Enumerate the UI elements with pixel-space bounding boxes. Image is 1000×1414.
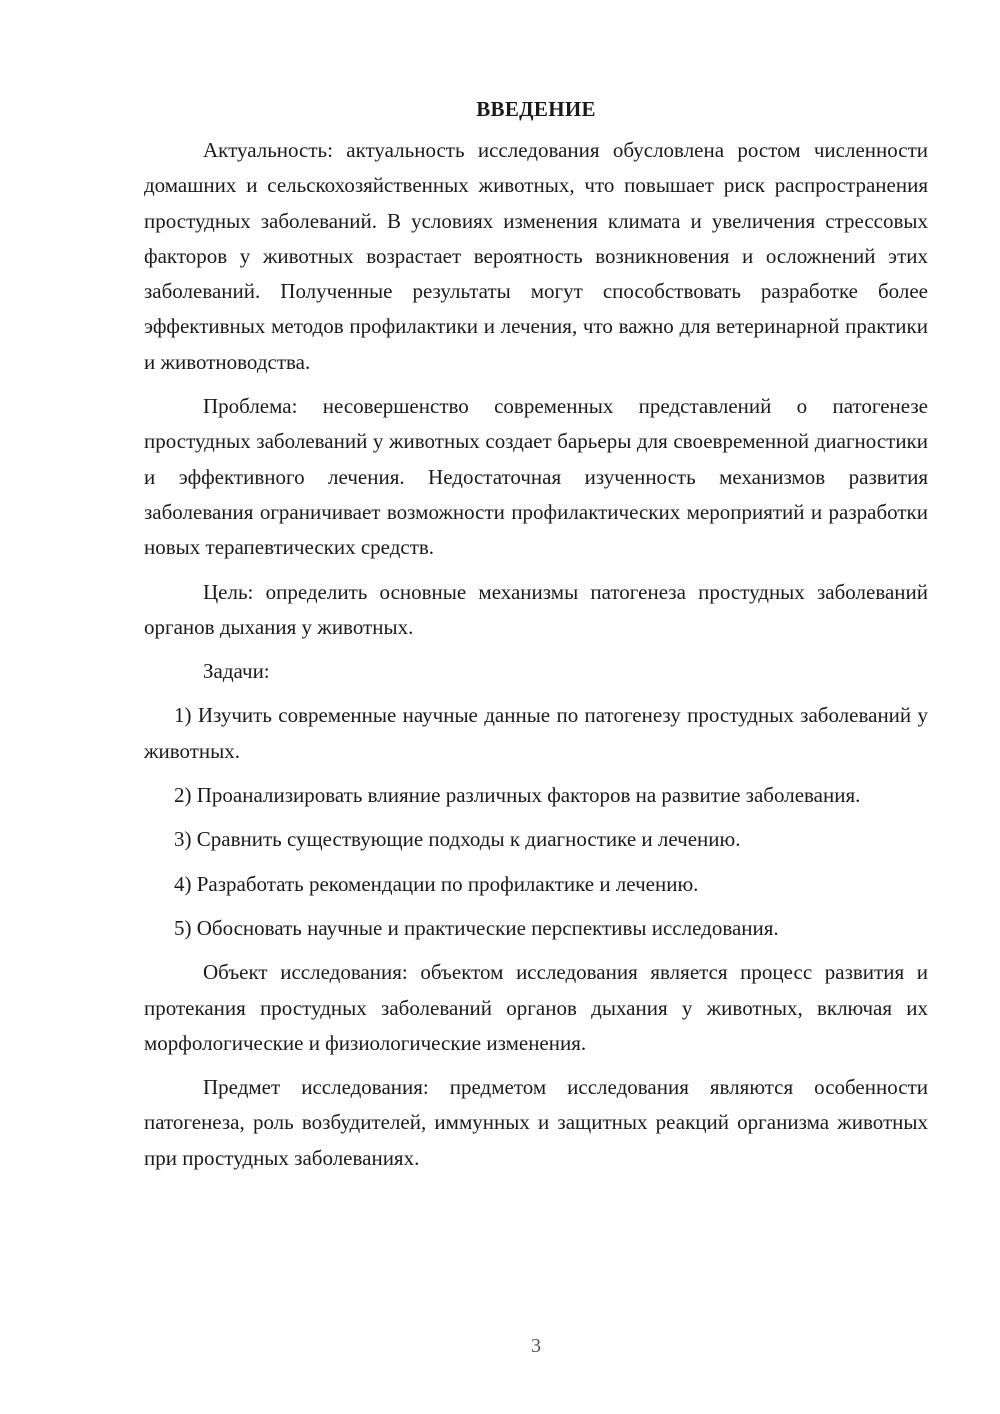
tasks-heading: Задачи:	[203, 659, 270, 684]
task-item-2: 2) Проанализировать влияние различных факторов на развитие заболевания.	[174, 783, 861, 808]
task-item-3: 3) Сравнить существующие подходы к диагностике и лечению.	[174, 827, 741, 852]
paragraph-goal: Цель: определить основные механизмы патогенеза простудных заболеваний органов дыхания у животных.	[144, 579, 928, 639]
task-item-1: 1) Изучить современные научные данные по патогенезу простудных заболеваний у животных.	[144, 703, 928, 763]
task-item-4: 4) Разработать рекомендации по профилактике и лечению.	[174, 871, 699, 896]
page-content	[144, 92, 928, 1176]
paragraph-object: Объект исследования: объектом исследования является процесс развития и протекания простудных заболеваний органов дыхания у животных, включая их морфологические и физиологические изменения.	[144, 960, 928, 1055]
paragraph-relevance: Актуальность: актуальность исследования обусловлена ростом численности домашних и сельскохозяйственных животных, что повышает риск распространения простудных заболеваний. В условиях изменения климата и увеличения стрессовых факторов у животных возрастает вероятность возникновения и осложнений этих заболеваний. Полученные результаты могут способствовать разработке более эффективных методов профилактики и лечения, что важно для ветеринарной практики и животноводства.	[144, 138, 928, 374]
paragraph-problem: Проблема: несовершенство современных представлений о патогенезе простудных заболеваний у животных создает барьеры для своевременной диагностики и эффективного лечения. Недостаточная изученность механизмов развития заболевания ограничивает возможности профилактических мероприятий и разработки новых терапевтических средств.	[144, 394, 928, 560]
task-item-5: 5) Обосновать научные и практические перспективы исследования.	[174, 915, 779, 940]
section-title: ВВЕДЕНИЕ	[476, 97, 596, 121]
page-number: 3	[531, 1335, 541, 1357]
paragraph-subject: Предмет исследования: предметом исследования являются особенности патогенеза, роль возбудителей, иммунных и защитных реакций организма животных при простудных заболеваниях.	[144, 1075, 928, 1170]
